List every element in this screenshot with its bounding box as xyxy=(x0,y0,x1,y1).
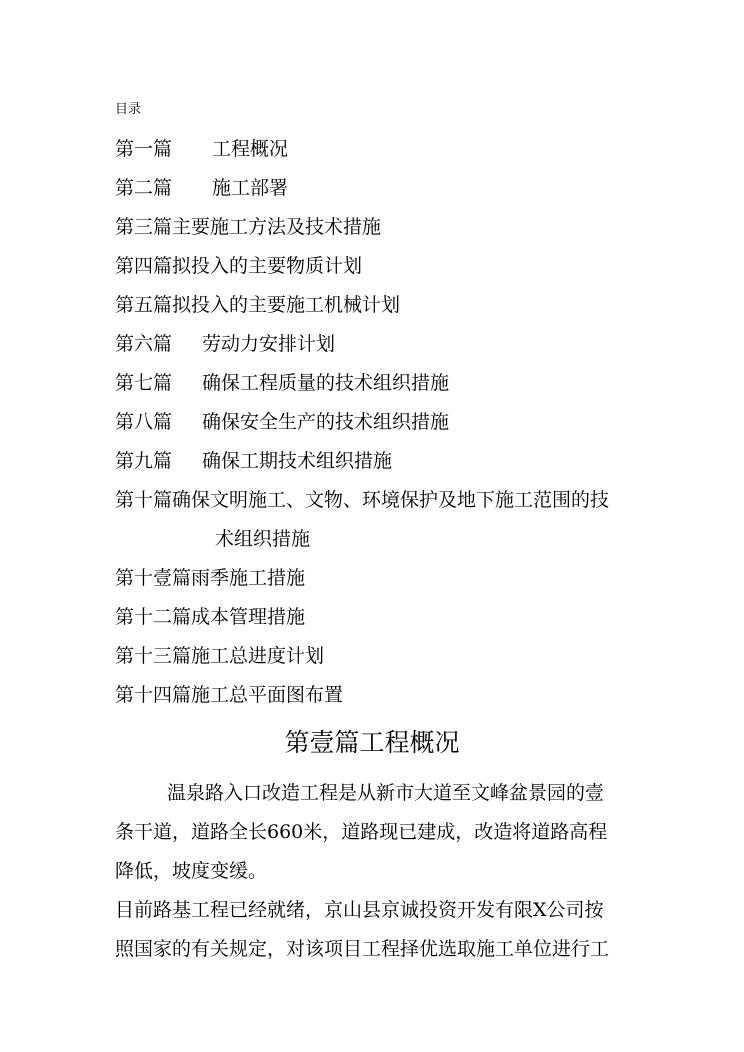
paragraph-line: 温泉路入口改造工程是从新市大道至文峰盆景园的壹 xyxy=(167,782,605,804)
toc-item-title: 雨季施工措施 xyxy=(191,567,306,589)
toc-item-title: 施工部署 xyxy=(212,177,289,199)
paragraph-line: 照国家的有关规定，对该项目工程择优选取施工单位进行工 xyxy=(115,938,610,960)
toc-item-number: 第五篇 xyxy=(115,294,173,316)
toc-item-title-continued: 术组织措施 xyxy=(215,528,311,550)
toc-item-title: 工程概况 xyxy=(212,138,289,160)
toc-item-number: 第三篇 xyxy=(115,216,173,238)
toc-item-title: 拟投入的主要施工机械计划 xyxy=(172,294,401,316)
toc-item-number: 第十三篇 xyxy=(115,645,192,667)
paragraph-line: 降低，坡度变缓。 xyxy=(115,860,268,882)
toc-item-title: 劳动力安排计划 xyxy=(202,333,336,355)
body-paragraph xyxy=(115,891,635,969)
toc-item-number: 第十二篇 xyxy=(115,606,192,628)
toc-heading: 目录 xyxy=(115,102,142,117)
toc-item-number: 第七篇 xyxy=(115,372,173,394)
toc-item-number: 第一篇 xyxy=(115,138,173,160)
toc-item-number: 第六篇 xyxy=(115,333,173,355)
toc-item-number: 第二篇 xyxy=(115,177,173,199)
paragraph-line: 条干道，道路全长660米，道路现已建成，改造将道路高程 xyxy=(115,821,608,843)
toc-item xyxy=(115,604,645,643)
toc-item xyxy=(115,448,645,487)
toc-item xyxy=(115,643,645,682)
toc-item xyxy=(115,409,645,448)
toc-item-number: 第十篇 xyxy=(115,489,173,511)
body-paragraph xyxy=(115,774,635,891)
toc-item-title: 确保文明施工、文物、环境保护及地下施工范围的技 xyxy=(172,489,610,511)
toc-item-continuation xyxy=(115,526,645,565)
paragraph-line: 目前路基工程已经就绪，京山县京诚投资开发有限X公司按 xyxy=(115,899,604,921)
toc-item xyxy=(115,136,645,175)
toc-item xyxy=(115,331,645,370)
toc-item-title: 成本管理措施 xyxy=(191,606,306,628)
toc-item xyxy=(115,175,645,214)
section-title: 第壹篇工程概况 xyxy=(284,728,460,757)
toc-item-title: 施工总平面图布置 xyxy=(191,684,344,706)
toc-item xyxy=(115,565,645,604)
toc-item-number: 第十四篇 xyxy=(115,684,192,706)
toc-item xyxy=(115,214,645,253)
toc-item xyxy=(115,292,645,331)
toc-item xyxy=(115,370,645,409)
toc-item-number: 第八篇 xyxy=(115,411,173,433)
toc-item xyxy=(115,253,645,292)
toc-item-title: 拟投入的主要物质计划 xyxy=(172,255,363,277)
table-of-contents xyxy=(115,136,645,721)
toc-item-title: 确保安全生产的技术组织措施 xyxy=(202,411,450,433)
toc-item-number: 第九篇 xyxy=(115,450,173,472)
toc-item xyxy=(115,682,645,721)
toc-item-title: 确保工期技术组织措施 xyxy=(202,450,393,472)
toc-item-title: 主要施工方法及技术措施 xyxy=(172,216,382,238)
toc-item-number: 第四篇 xyxy=(115,255,173,277)
toc-item-title: 施工总进度计划 xyxy=(191,645,325,667)
toc-item-title: 确保工程质量的技术组织措施 xyxy=(202,372,450,394)
toc-item-number: 第十壹篇 xyxy=(115,567,192,589)
toc-item xyxy=(115,487,645,526)
